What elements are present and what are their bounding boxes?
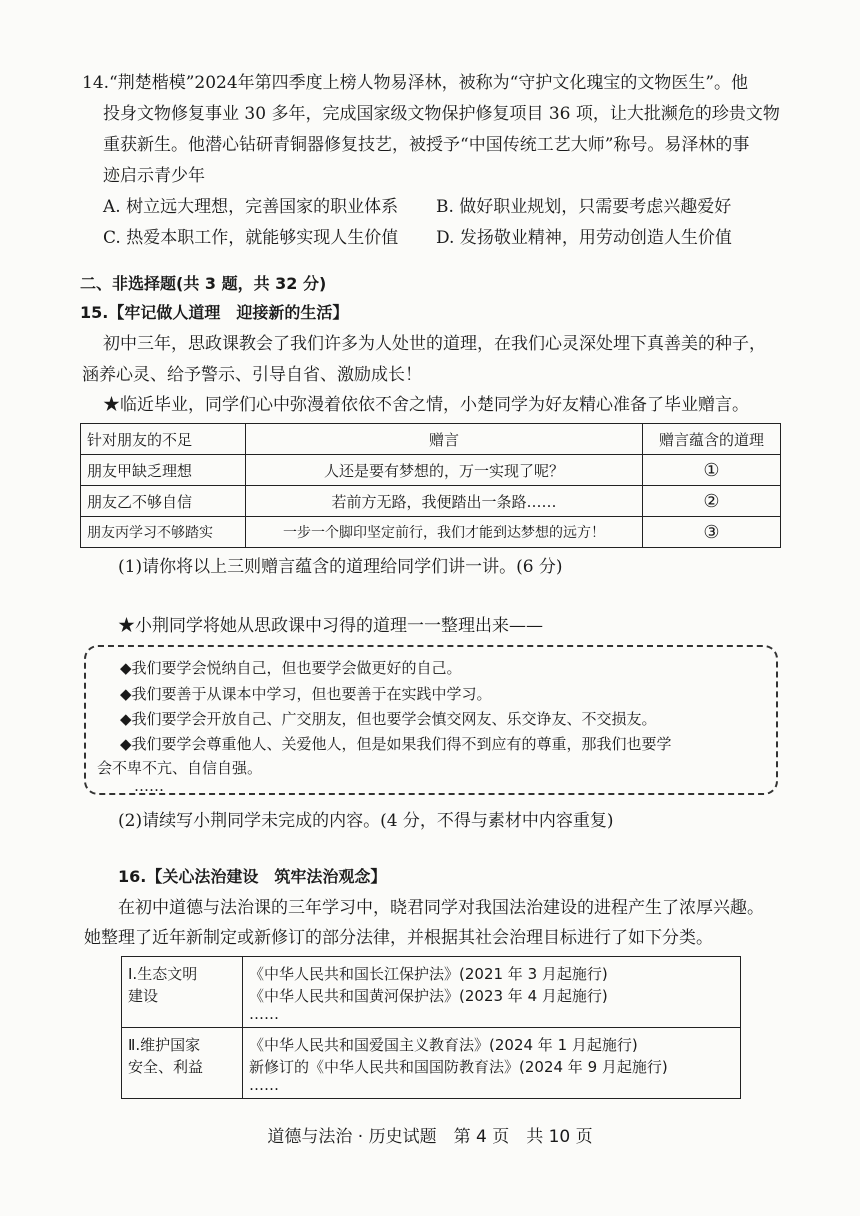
table-cell: 朋友乙不够自信	[81, 486, 246, 517]
table-header: 赠言蕴含的道理	[643, 424, 781, 455]
law-category	[122, 957, 243, 1028]
table-header-row	[81, 424, 781, 455]
law-list	[243, 957, 741, 1028]
table-cell: 一步一个脚印坚定前行，我们才能到达梦想的远方！	[246, 517, 643, 548]
table-row	[81, 455, 781, 486]
q15-intro-2: 涵养心灵、给予警示、引导自省、激励成长！	[82, 365, 422, 385]
principle-item: ◆我们要学会悦纳自己，但也要学会做更好的自己。	[120, 659, 462, 677]
q15-sub-1: (1)请你将以上三则赠言蕴含的道理给同学们讲一讲。(6 分)	[118, 557, 563, 577]
table-header: 赠言	[246, 424, 643, 455]
law-category-line: 安全、利益	[128, 1058, 204, 1076]
table-row	[81, 486, 781, 517]
table-cell: 若前方无路，我便踏出一条路……	[246, 486, 643, 517]
law-category	[122, 1028, 243, 1099]
q14-option-b[interactable]: B. 做好职业规划，只需要考虑兴趣爱好	[436, 197, 732, 217]
q15-heading: 15.【牢记做人道理 迎接新的生活】	[80, 303, 349, 322]
law-table	[121, 956, 741, 1099]
table-row	[122, 957, 741, 1028]
law-item: 《中华人民共和国黄河保护法》(2023 年 4 月起施行)	[249, 987, 608, 1005]
law-category-line: Ⅰ.生态文明	[128, 965, 198, 983]
principle-item: ◆我们要学会尊重他人、关爱他人，但是如果我们得不到应有的尊重，那我们也要学	[120, 735, 672, 753]
q14-option-a[interactable]: A. 树立远大理想，完善国家的职业体系	[103, 197, 399, 217]
q14-line-3: 重获新生。他潜心钻研青铜器修复技艺，被授予“中国传统工艺大师”称号。易泽林的事	[103, 135, 750, 155]
page-footer: 道德与法治 · 历史试题 第 4 页 共 10 页	[267, 1127, 593, 1147]
law-item: 新修订的《中华人民共和国国防教育法》(2024 年 9 月起施行)	[249, 1058, 668, 1076]
table-row	[81, 517, 781, 548]
table-header: 针对朋友的不足	[81, 424, 246, 455]
q14-line-1: 14.“荆楚楷模”2024年第四季度上榜人物易泽林，被称为“守护文化瑰宝的文物医生”。他	[82, 73, 749, 93]
q14-line-2: 投身文物修复事业 30 多年，完成国家级文物保护修复项目 36 项，让大批濒危的珍贵文物	[103, 104, 780, 124]
q15-star-2: ★小荆同学将她从思政课中习得的道理一一整理出来——	[118, 616, 543, 636]
principle-item: ◆我们要学会开放自己、广交朋友，但也要学会慎交网友、乐交诤友、不交损友。	[120, 710, 657, 728]
q15-sub-2: (2)请续写小荆同学未完成的内容。(4 分，不得与素材中内容重复)	[118, 811, 614, 831]
q16-heading: 16.【关心法治建设 筑牢法治观念】	[118, 867, 387, 886]
principle-ellipsis: ……	[134, 777, 164, 795]
law-item: ……	[249, 1005, 279, 1023]
q14-option-d[interactable]: D. 发扬敬业精神，用劳动创造人生价值	[436, 228, 732, 248]
law-category-line: 建设	[128, 987, 159, 1005]
law-item: ……	[249, 1076, 279, 1094]
table-cell: 朋友丙学习不够踏实	[81, 517, 246, 548]
principle-item: 会不卑不亢、自信自强。	[97, 759, 263, 777]
q14-line-4: 迹启示青少年	[103, 166, 205, 186]
answer-slot: ③	[643, 517, 781, 548]
table-row	[122, 1028, 741, 1099]
q14-option-c[interactable]: C. 热爱本职工作，就能够实现人生价值	[103, 228, 399, 248]
answer-slot: ①	[643, 455, 781, 486]
principle-item: ◆我们要善于从课本中学习，但也要善于在实践中学习。	[120, 685, 492, 703]
farewell-table	[80, 423, 781, 548]
q16-intro-1: 在初中道德与法治课的三年学习中，晓君同学对我国法治建设的进程产生了浓厚兴趣。	[118, 898, 764, 918]
q16-intro-2: 她整理了近年新制定或新修订的部分法律，并根据其社会治理目标进行了如下分类。	[84, 928, 713, 948]
law-item: 《中华人民共和国爱国主义教育法》(2024 年 1 月起施行)	[249, 1036, 638, 1054]
q15-intro-1: 初中三年，思政课教会了我们许多为人处世的道理，在我们心灵深处埋下真善美的种子，	[103, 334, 766, 354]
section2-title: 二、非选择题(共 3 题，共 32 分)	[80, 274, 327, 293]
law-item: 《中华人民共和国长江保护法》(2021 年 3 月起施行)	[249, 965, 608, 983]
table-cell: 人还是要有梦想的，万一实现了呢？	[246, 455, 643, 486]
law-list	[243, 1028, 741, 1099]
table-cell: 朋友甲缺乏理想	[81, 455, 246, 486]
q15-star-1: ★临近毕业，同学们心中弥漫着依依不舍之情，小楚同学为好友精心准备了毕业赠言。	[103, 395, 749, 415]
answer-slot: ②	[643, 486, 781, 517]
law-category-line: Ⅱ.维护国家	[128, 1036, 201, 1054]
